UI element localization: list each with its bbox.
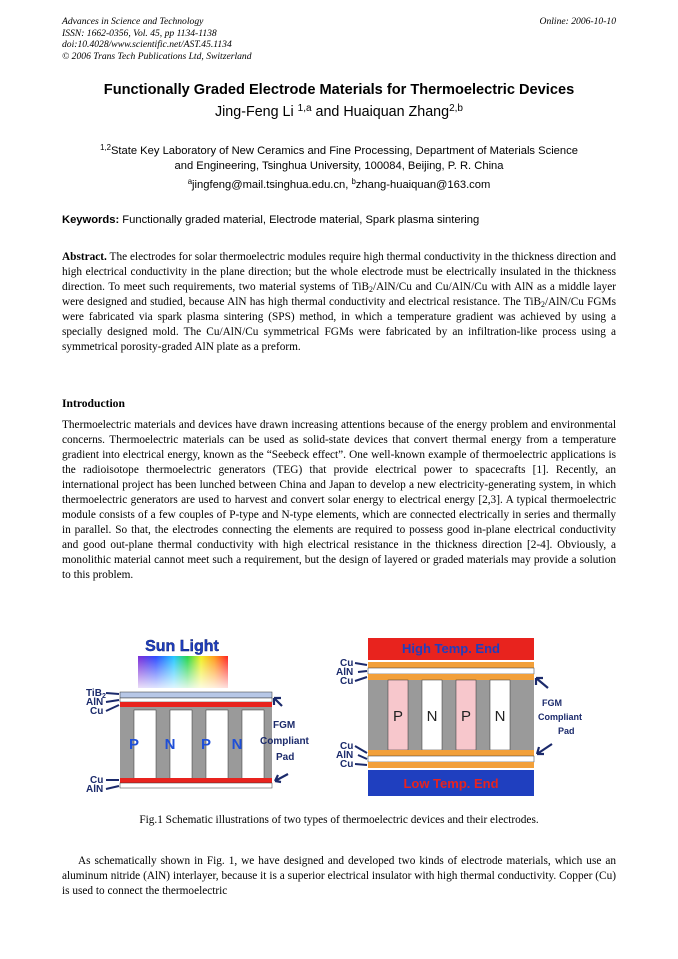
aln-layer-bottom <box>120 783 272 788</box>
right-leg-label-2: N <box>426 708 438 725</box>
bottom-aln <box>368 756 534 762</box>
right-label-cu-4: Cu <box>340 759 354 770</box>
arrow-aln-top <box>106 700 119 702</box>
keywords-label: Keywords: <box>62 214 120 226</box>
journal-doi: doi:10.4028/www.scientific.net/AST.45.1134 <box>62 39 232 50</box>
cu-layer-bottom <box>120 778 272 783</box>
r-arrow-cu-3 <box>355 746 367 753</box>
journal-name: Advances in Science and Technology <box>62 16 204 27</box>
bottom-cu-1 <box>368 750 534 756</box>
right-label-aln-2: AlN <box>336 750 354 761</box>
r-arrow-cu-1 <box>355 663 367 665</box>
email-b-sup: b <box>351 177 356 187</box>
affiliation-line-1: State Key Laboratory of New Ceramics and Fine Processing, Department of Materials Science <box>110 145 578 157</box>
author-2: Huaiquan Zhang <box>343 104 450 120</box>
left-leg-label-1: P <box>128 736 140 753</box>
tib2-layer <box>120 692 272 698</box>
arrow-cu-top <box>106 705 119 711</box>
keywords <box>62 214 616 226</box>
sunlight-fade <box>138 656 228 688</box>
abstract-part-1: The electrodes for solar thermoelectric modules require high thermal conductivity in the thickness direction and high electrical conductivity in the plane direction; but the whole electrode must be electrically insulated in the thickness direction. To meet such requirements, two material systems of TiB <box>62 251 616 293</box>
label-cu-bottom: Cu <box>90 775 104 786</box>
right-label-aln-1: AlN <box>336 667 354 678</box>
left-leg-label-2: N <box>164 736 176 753</box>
author-and: and <box>311 104 344 120</box>
left-leg-label-4: N <box>231 736 243 753</box>
label-tib2-text: TiB <box>86 688 102 699</box>
abstract-part-3: /AlN/Cu FGMs were fabricated via spark plasma sintering (SPS) method, in which a temperature gradient was achieved by using a specially designed mold. The Cu/AlN/Cu symmetrical FGMs were fabricated by an infiltration-like process using a symmetrical porosity-graded AlN plate as a preform. <box>62 296 617 353</box>
abstract-sub-1: 2 <box>369 284 373 294</box>
right-device <box>336 638 582 796</box>
bottom-cu-2 <box>368 762 534 768</box>
journal-issn: ISSN: 1662-0356, Vol. 45, pp 1134-1138 <box>62 27 217 39</box>
journal-copyright: © 2006 Trans Tech Publications Ltd, Switzerland <box>62 50 252 62</box>
abstract-sub-2: 2 <box>541 299 545 309</box>
author-line <box>40 104 638 120</box>
body-paragraph: As schematically shown in Fig. 1, we have designed and developed two kinds of electrode materials, which use an aluminum nitride (AlN) interlayer, because it is a superior electrical insulator with high thermal conductivity. Copper (Cu) is used to connect the thermoelectric <box>62 855 616 897</box>
abstract-label: Abstract. <box>62 251 107 263</box>
abstract <box>62 250 616 355</box>
top-cu-1 <box>368 662 534 668</box>
paper-title: Functionally Graded Electrode Materials for Thermoelectric Devices <box>103 82 575 98</box>
right-leg-label-1: P <box>392 708 404 725</box>
r-arrow-cu-4 <box>355 764 367 765</box>
author-1-affil: 1,a <box>297 103 312 114</box>
sun-light-label: Sun Light <box>145 638 219 655</box>
r-arrow-fgm-lower <box>537 744 552 754</box>
right-label-cu-1: Cu <box>340 658 354 669</box>
journal-header <box>62 16 616 62</box>
right-label-cu-3: Cu <box>340 741 354 752</box>
affiliation <box>50 144 628 174</box>
r-arrow-fgm-upper <box>536 678 548 688</box>
intro-paragraph: Thermoelectric materials and devices have drawn increasing attentions because of the energy problem and environmental concerns. Thermoelectric materials can be used as solid-state devices that convert thermal energy from a temperature gradient into electrical energy, known as the “Seebeck effect”. One well-known example of thermoelectric applications is the radioisotope thermoelectric generators (TEG) that provide electrical power to spacecrafts [1]. Recently, an international project has been lunched between China and Japan to develop a new electricity-generating system, in which thermoelectric generators are used to harvest and convert solar energy to electrical energy [2,3]. A typical thermoelectric module consists of a few couples of P-type and N-type elements, which are connected electrically in series and thermally in parallel. So that, the electrodes connecting the elements are required to possess good in-plane electrical conductivity and good out-plane thermal conductivity with high electrical resistance in the thickness direction [2-4]. Obviously, a monolithic material cannot meet such a requirement, but the design of layered or graded materials may provide a solution to this problem. <box>62 419 616 581</box>
left-compliant-label: Compliant <box>260 736 309 747</box>
arrow-aln-bottom <box>106 786 119 789</box>
label-cu-top: Cu <box>90 706 104 717</box>
arrow-fgm-upper <box>274 698 282 706</box>
r-arrow-aln-2 <box>358 755 367 759</box>
right-leg-label-4: N <box>494 708 506 725</box>
left-device <box>86 638 310 795</box>
keywords-text: Functionally graded material, Electrode material, Spark plasma sintering <box>119 214 480 226</box>
email-line <box>50 179 628 191</box>
right-leg-label-3: P <box>460 708 472 725</box>
email-a-sup: a <box>187 177 193 187</box>
arrow-fgm-lower <box>275 774 288 782</box>
right-fgm-label: FGM <box>542 698 562 708</box>
right-pad-label: Pad <box>558 726 575 736</box>
online-date: Online: 2006-10-10 <box>539 16 616 27</box>
author-2-affil: 2,b <box>449 103 463 114</box>
label-tib2-sub: 2 <box>101 693 106 700</box>
aln-layer-top <box>120 698 272 702</box>
left-fgm-label: FGM <box>273 720 296 731</box>
right-compliant-label: Compliant <box>538 712 582 722</box>
affiliation-line-2: and Engineering, Tsinghua University, 100084, Beijing, P. R. China <box>174 160 504 172</box>
right-label-cu-2: Cu <box>340 676 354 687</box>
left-leg-label-3: P <box>200 736 212 753</box>
figure-caption: Fig.1 Schematic illustrations of two types of thermoelectric devices and their electrodes. <box>139 814 539 826</box>
top-aln <box>368 668 534 674</box>
abstract-part-2: /AlN/Cu and Cu/AlN/Cu with AlN as a middle layer were designed and studied, because AlN has high thermal conductivity and electrical resistance. The TiB <box>62 281 616 308</box>
label-aln-bottom: AlN <box>86 784 104 795</box>
figure-1 <box>78 632 608 802</box>
email-sep: , <box>345 179 352 191</box>
arrow-tib2 <box>106 693 119 694</box>
top-cu-2 <box>368 674 534 680</box>
email-a[interactable]: jingfeng@mail.tsinghua.edu.cn <box>192 179 346 191</box>
r-arrow-aln-1 <box>358 671 367 672</box>
high-temp-label: High Temp. End <box>402 641 500 656</box>
r-arrow-cu-2 <box>355 677 367 681</box>
affiliation-sup: 1,2 <box>100 143 111 153</box>
low-temp-label: Low Temp. End <box>403 776 499 791</box>
author-1: Jing-Feng Li <box>214 104 298 120</box>
cu-layer-top <box>120 702 272 707</box>
left-pad-label: Pad <box>276 752 295 763</box>
intro-heading: Introduction <box>62 397 125 410</box>
email-b[interactable]: zhang-huaiquan@163.com <box>355 179 491 191</box>
label-aln-top: AlN <box>86 697 104 708</box>
